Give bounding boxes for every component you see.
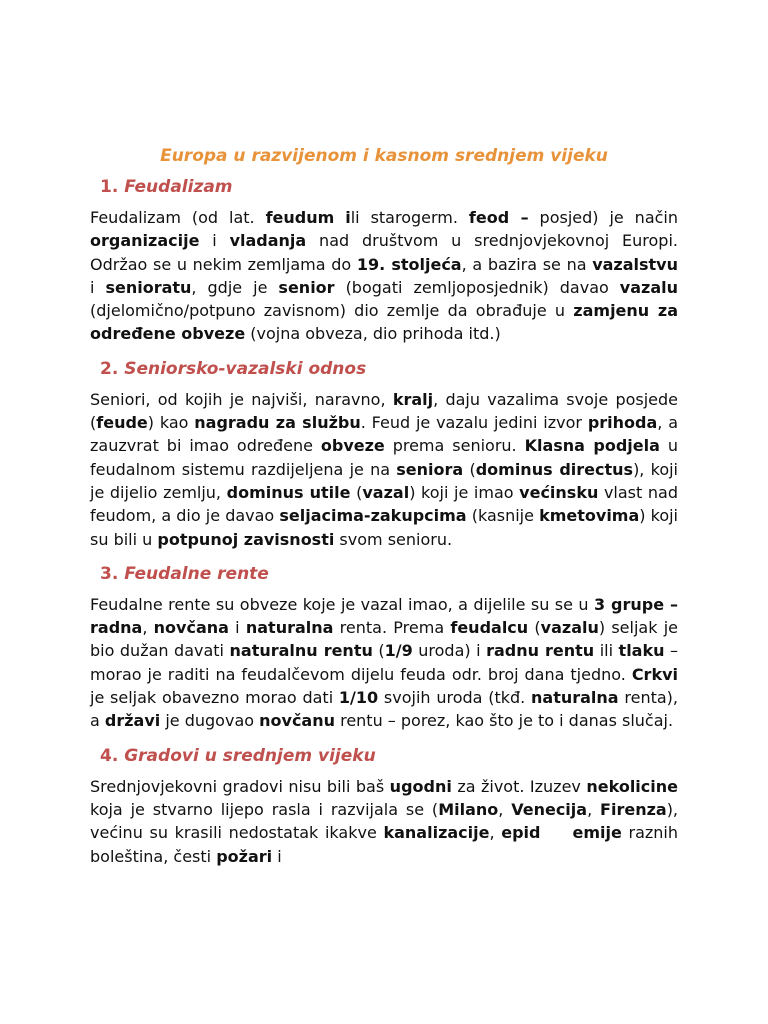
text-run: , gdje je <box>191 277 279 297</box>
bold-term: ugodni <box>389 776 452 796</box>
text-run: ), većinu su krasili nedostatak ikakve <box>90 799 679 843</box>
text-run: ( <box>350 482 363 502</box>
text-run: renta. Prema <box>333 618 451 638</box>
bold-term: kmetovima <box>539 506 640 526</box>
section-gradovi <box>90 745 678 868</box>
text-run: i <box>272 846 282 866</box>
bold-term: naturalna <box>245 618 334 638</box>
bold-term: senioratu <box>105 277 192 297</box>
bold-term: 1/10 <box>338 688 379 708</box>
bold-term: dominus directus <box>475 459 634 479</box>
text-run: ) kao <box>147 413 195 433</box>
text-run: Feudalizam (od lat. <box>90 208 266 227</box>
text-run: renta), a <box>90 688 678 731</box>
bold-term: vazal <box>362 482 410 502</box>
text-run: , a zauzvrat bi imao određene <box>90 413 679 456</box>
text-run: ( <box>372 641 385 661</box>
section-number: 4. <box>100 745 119 766</box>
bold-term: naturalna <box>531 688 619 708</box>
bold-term: 1/9 <box>384 641 413 661</box>
section-title: Feudalizam <box>124 177 233 197</box>
text-run: – morao je raditi na feudalčevom dijelu feuda odr. broj dana tjedno. <box>90 641 679 684</box>
text-run: u feudalnom sistemu razdijeljena je na <box>90 436 679 479</box>
text-run: nad društvom u srednjovjekovnoj Europi. Održao se u nekim zemljama do <box>90 231 678 274</box>
text-run: ( <box>528 618 541 638</box>
bold-term: zamjenu za određene obveze <box>90 301 678 344</box>
bold-term: feudalcu <box>450 618 529 638</box>
bold-term: tlaku <box>618 641 665 661</box>
bold-term: vazalstvu <box>592 254 678 274</box>
text-run: ), koji je dijelio zemlju, <box>90 459 679 502</box>
text-run: , daju vazalima svoje posjede ( <box>90 389 679 433</box>
bold-term: feude <box>96 413 148 433</box>
text-run: , <box>587 799 601 819</box>
bold-term: Crkvi <box>631 664 678 684</box>
text-run: je dugovao <box>160 711 260 731</box>
text-run: , <box>498 799 512 819</box>
bold-term: radnu rentu <box>486 641 595 661</box>
bold-term: dominus utile <box>226 482 351 502</box>
section-heading <box>90 563 678 585</box>
section-paragraph <box>90 206 678 346</box>
bold-term: kanalizacije <box>383 823 490 843</box>
section-heading <box>90 745 678 767</box>
bold-term: prihoda <box>587 413 658 433</box>
text-run: uroda) i <box>412 641 487 661</box>
section-feudalne-rente <box>90 563 678 733</box>
section-number: 2. <box>100 358 119 379</box>
bold-term: kralj <box>392 389 434 409</box>
text-run: vlast nad feudom, a dio je davao <box>90 482 679 526</box>
text-run: prema senioru. <box>384 436 525 456</box>
bold-term: Milano <box>438 799 499 819</box>
text-run: i <box>228 618 246 638</box>
section-paragraph <box>90 593 678 733</box>
bold-term: novčana <box>153 618 229 638</box>
text-run: (vojna obveza, dio prihoda itd.) <box>245 324 501 344</box>
bold-term: feod – <box>468 208 529 227</box>
text-run: je seljak obavezno morao dati <box>90 688 339 708</box>
section-feudalizam <box>90 176 678 346</box>
text-run: ( <box>463 459 476 479</box>
text-run: i <box>90 277 106 297</box>
bold-term: naturalnu rentu <box>229 641 373 661</box>
bold-term: seljacima-zakupcima <box>279 506 467 526</box>
bold-term: 19. stoljeća <box>356 254 462 274</box>
bold-term: vladanja <box>229 231 307 251</box>
bold-term: senior <box>278 277 335 297</box>
text-run: (bogati zemljoposjednik) davao <box>334 277 620 297</box>
text-run: za život. Izuzev <box>451 776 587 796</box>
text-run: li starogerm. <box>350 208 469 227</box>
text-run: posjed) je način <box>528 208 679 227</box>
section-paragraph <box>90 775 678 868</box>
bold-term: novčanu <box>259 711 335 731</box>
text-run: Feudalne rente su obveze koje je vazal imao, a dijelile su se u <box>90 594 594 614</box>
text-run: (djelomično/potpuno zavisnom) dio zemlje da obrađuje u <box>90 301 574 321</box>
text-run: ) koji su bili u <box>90 506 679 549</box>
bold-term: Firenza <box>600 799 667 819</box>
text-run: ili <box>594 641 619 661</box>
bold-term: Klasna podjela <box>524 436 660 456</box>
text-run: rentu – porez, kao što je to i danas slučaj. <box>335 711 674 731</box>
bold-term: feudum <box>265 208 335 227</box>
bold-term: i <box>345 208 351 227</box>
bold-term: većinsku <box>519 482 599 502</box>
bold-term: vazalu <box>619 277 679 297</box>
document-title: Europa u razvijenom i kasnom srednjem vijeku <box>160 146 608 166</box>
text-run: ) koji je imao <box>409 482 520 502</box>
text-run: koja je stvarno lijepo rasla i razvijala se ( <box>90 799 439 819</box>
text-run: svojih uroda (tkđ. <box>378 688 532 708</box>
section-heading <box>90 358 678 380</box>
bold-term: Venecija <box>511 799 588 819</box>
section-number: 3. <box>100 563 119 584</box>
bold-term: emije <box>572 823 622 843</box>
text-run: , a bazira se na <box>461 254 593 274</box>
bold-term: požari <box>216 846 273 866</box>
section-title: Gradovi u srednjem vijeku <box>124 745 376 766</box>
text-run <box>334 208 345 227</box>
bold-term: potpunoj zavisnosti <box>157 529 335 549</box>
text-run: Srednjovjekovni gradovi nisu bili baš <box>90 776 390 796</box>
bold-term: obveze <box>320 436 385 456</box>
text-run: raznih boleština, česti <box>90 823 679 866</box>
bold-term: 3 grupe – radna <box>90 594 679 638</box>
text-run: (kasnije <box>466 506 540 526</box>
section-paragraph <box>90 388 678 551</box>
text-run: , <box>489 823 502 843</box>
section-number: 1. <box>100 177 119 197</box>
bold-term: seniora <box>396 459 464 479</box>
bold-term: državi <box>104 711 161 731</box>
sections-container <box>90 176 678 868</box>
section-seniorsko-vazalski-odnos <box>90 358 678 551</box>
text-run: . Feud je vazalu jedini izvor <box>360 413 588 433</box>
bold-term: epid <box>501 823 541 843</box>
section-heading <box>90 176 678 198</box>
section-title: Feudalne rente <box>124 563 269 584</box>
bold-term: nagradu za službu <box>194 413 361 433</box>
bold-term: nekolicine <box>586 776 678 796</box>
text-run: Seniori, od kojih je najviši, naravno, <box>90 389 393 409</box>
text-run: i <box>199 231 230 251</box>
text-run: , <box>142 618 154 638</box>
text-run: ) seljak je bio dužan davati <box>90 618 679 661</box>
section-title: Seniorsko-vazalski odnos <box>124 358 367 379</box>
text-run: svom senioru. <box>334 529 453 549</box>
bold-term: organizacije <box>90 231 200 251</box>
bold-term: vazalu <box>540 618 599 638</box>
